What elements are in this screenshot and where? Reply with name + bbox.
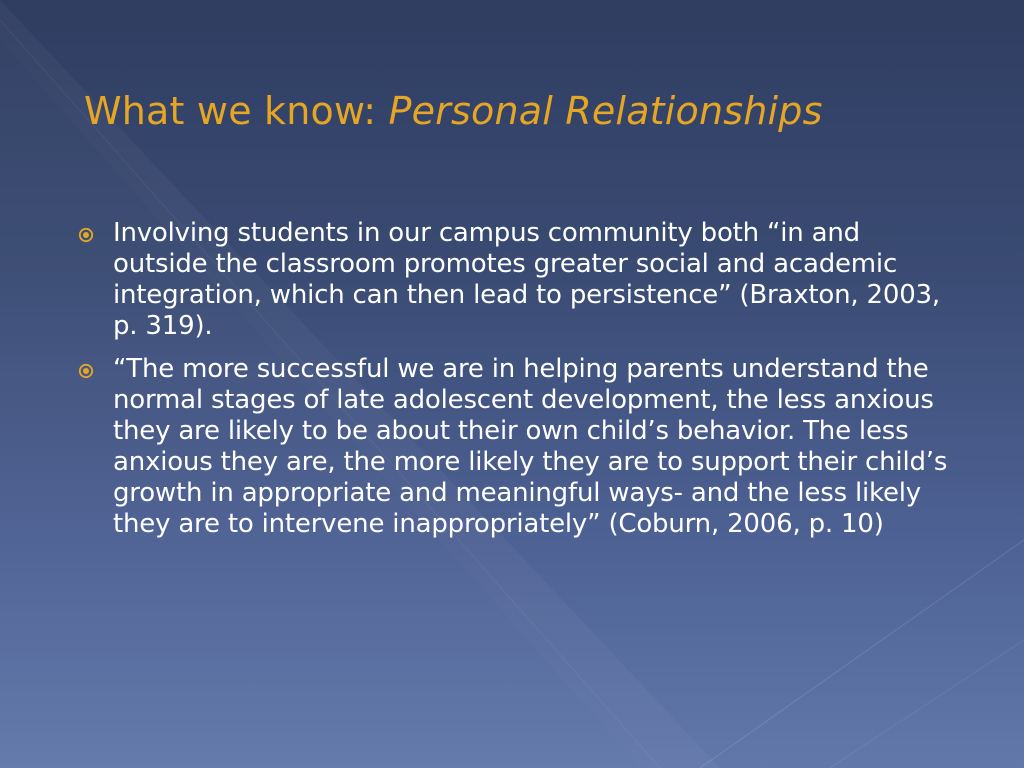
bullet-text-1: Involving students in our campus community both “in and outside the classroom promotes greater social and academic integration, which can then lead to persistence” (Braxton, 2003, p. 319). [113, 218, 940, 341]
circled-dot-icon [78, 363, 94, 379]
background-line-3 [830, 640, 1024, 768]
bullet-text-2: “The more successful we are in helping parents understand the normal stages of late adolescent development, the less anxious they are likely to be about their own child’s behavior. The less anxious they are, the more likely they are to support their child’s growth in appropriate and meaningful ways- and the less likely they are to intervene inappropriately” (Coburn, 2006, p. 10) [113, 354, 948, 539]
bullet-item-1 [78, 218, 958, 342]
bullet-list [78, 218, 958, 552]
circled-dot-icon [78, 227, 94, 243]
background-line-2 [700, 540, 1024, 768]
bullet-item-2 [78, 354, 958, 540]
slide-title [84, 82, 984, 140]
slide-title-italic: Personal Relationships [388, 89, 823, 133]
slide-title-plain: What we know: [84, 89, 389, 133]
